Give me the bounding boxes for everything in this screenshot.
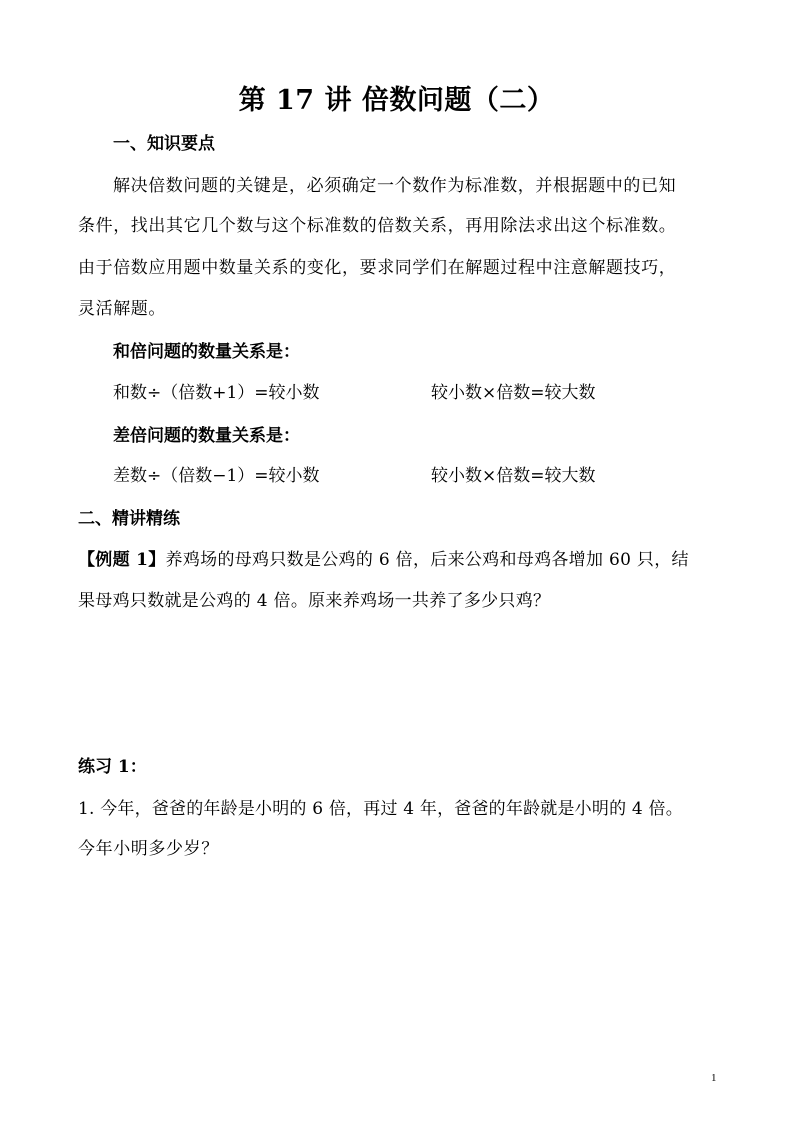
section-heading-knowledge: 一、知识要点 bbox=[113, 134, 215, 154]
example-1-label: 【例题 1】 bbox=[78, 550, 166, 570]
sum-multiple-formula-left: 和数÷（倍数+1）=较小数 bbox=[113, 383, 320, 403]
practice-1-question-line: 1. 今年，爸爸的年龄是小明的 6 倍，再过 4 年，爸爸的年龄就是小明的 4 倍。 bbox=[78, 799, 683, 819]
intro-paragraph-line: 解决倍数问题的关键是，必须确定一个数作为标准数，并根据题中的已知 bbox=[113, 176, 677, 196]
page-title: 第 17 讲 倍数问题（二） bbox=[238, 85, 555, 116]
intro-paragraph-line: 灵活解题。 bbox=[78, 299, 166, 319]
sum-multiple-formula-right: 较小数×倍数=较大数 bbox=[431, 383, 596, 403]
diff-multiple-heading: 差倍问题的数量关系是： bbox=[113, 426, 300, 446]
practice-1-question-line-2: 今年小明多少岁？ bbox=[78, 839, 219, 859]
diff-multiple-formula-left: 差数÷（倍数−1）=较小数 bbox=[113, 466, 320, 486]
example-1-line bbox=[78, 545, 689, 570]
page-number: 1 bbox=[711, 1072, 717, 1084]
intro-paragraph-line: 由于倍数应用题中数量关系的变化，要求同学们在解题过程中注意解题技巧， bbox=[78, 258, 677, 278]
diff-multiple-formula-right: 较小数×倍数=较大数 bbox=[431, 466, 596, 486]
example-1-text: 养鸡场的母鸡只数是公鸡的 6 倍，后来公鸡和母鸡各增加 60 只，结 bbox=[165, 550, 689, 570]
practice-1-heading: 练习 1： bbox=[78, 757, 147, 777]
section-heading-practice: 二、精讲精练 bbox=[78, 509, 180, 529]
example-1-line-2: 果母鸡只数就是公鸡的 4 倍。原来养鸡场一共养了多少只鸡？ bbox=[78, 591, 551, 611]
intro-paragraph-line: 条件，找出其它几个数与这个标准数的倍数关系，再用除法求出这个标准数。 bbox=[78, 216, 677, 236]
sum-multiple-heading: 和倍问题的数量关系是： bbox=[113, 342, 300, 362]
